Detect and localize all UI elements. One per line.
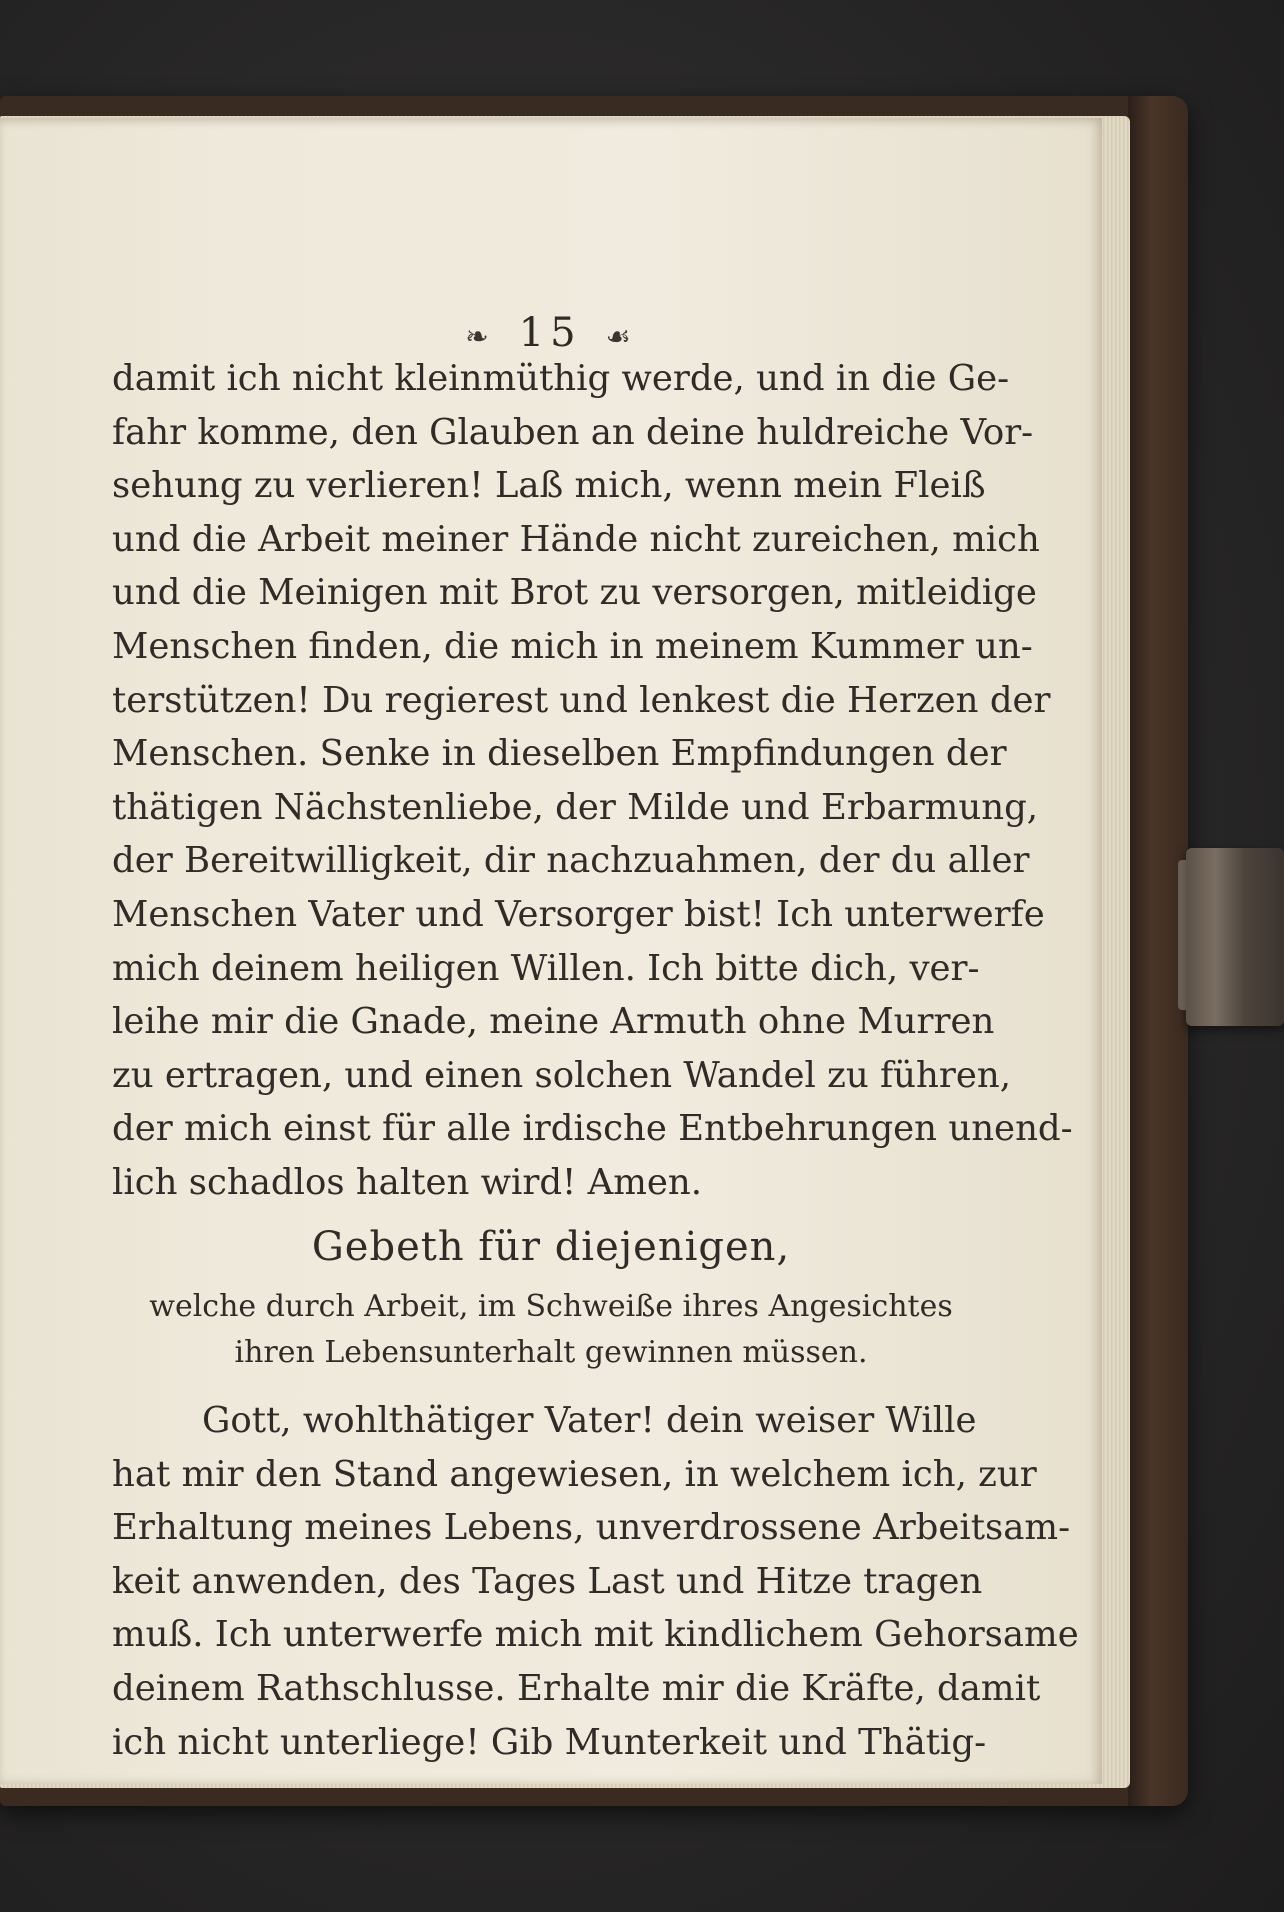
page-number: 15 (518, 310, 582, 356)
text-line: Gott, wohlthätiger Vater! dein weiser Wille (202, 1400, 977, 1441)
ornament-left-icon: ❧ (465, 319, 495, 353)
ornament-right-icon: ☙ (605, 319, 637, 353)
prayer-continuation (112, 352, 1073, 1210)
text-line: zu ertragen, und einen solchen Wandel zu führen, (112, 1054, 1012, 1096)
text-line: leihe mir die Gnade, meine Armuth ohne Murren (112, 1001, 995, 1043)
text-line: mich deinem heiligen Willen. Ich bitte dich, ver- (112, 947, 980, 989)
page-header (0, 310, 1102, 356)
text-line: Menschen finden, die mich in meinem Kummer un- (112, 625, 1033, 667)
text-line: Erhaltung meines Lebens, unverdrossene Arbeitsam- (112, 1507, 1071, 1549)
text-line: fahr komme, den Glauben an deine huldreiche Vor- (112, 411, 1034, 453)
text-line: sehung zu verlieren! Laß mich, wenn mein Fleiß (112, 465, 986, 507)
text-line: hat mir den Stand angewiesen, in welchem ich, zur (112, 1453, 1037, 1495)
metal-clasp (1186, 848, 1284, 1026)
text-line: thätigen Nächstenliebe, der Milde und Erbarmung, (112, 786, 1039, 828)
text-line: keit anwenden, des Tages Last und Hitze tragen (112, 1560, 983, 1602)
text-line: Menschen Vater und Versorger bist! Ich unterwerfe (112, 893, 1045, 935)
text-line: und die Arbeit meiner Hände nicht zureichen, mich (112, 518, 1040, 560)
text-line: der Bereitwilligkeit, dir nachzuahmen, der du aller (112, 840, 1030, 882)
prayer-subtitle (0, 1284, 1102, 1376)
text-line: Menschen. Senke in dieselben Empfindungen der (112, 733, 1007, 775)
text-line: deinem Rathschlusse. Erhalte mir die Kräfte, damit (112, 1667, 1041, 1709)
prayer-title: Gebeth für diejenigen, (311, 1224, 791, 1270)
text-line: der mich einst für alle irdische Entbehrungen unend- (112, 1108, 1073, 1150)
subtitle-line: welche durch Arbeit, im Schweiße ihres Angesichtes (149, 1289, 953, 1324)
text-line: ich nicht unterliege! Gib Munterkeit und Thätig- (112, 1721, 987, 1763)
book-page (0, 118, 1102, 1784)
text-line: muß. Ich unterwerfe mich mit kindlichem Gehorsame (112, 1614, 1079, 1656)
text-line: lich schadlos halten wird! Amen. (112, 1161, 703, 1203)
subtitle-line: ihren Lebensunterhalt gewinnen müssen. (234, 1335, 868, 1370)
text-line: terstützen! Du regierest und lenkest die Herzen der (112, 679, 1051, 721)
text-line: und die Meinigen mit Brot zu versorgen, mitleidige (112, 572, 1037, 614)
text-line: damit ich nicht kleinmüthig werde, und in die Ge- (112, 358, 1010, 399)
prayer-body (112, 1394, 1079, 1769)
